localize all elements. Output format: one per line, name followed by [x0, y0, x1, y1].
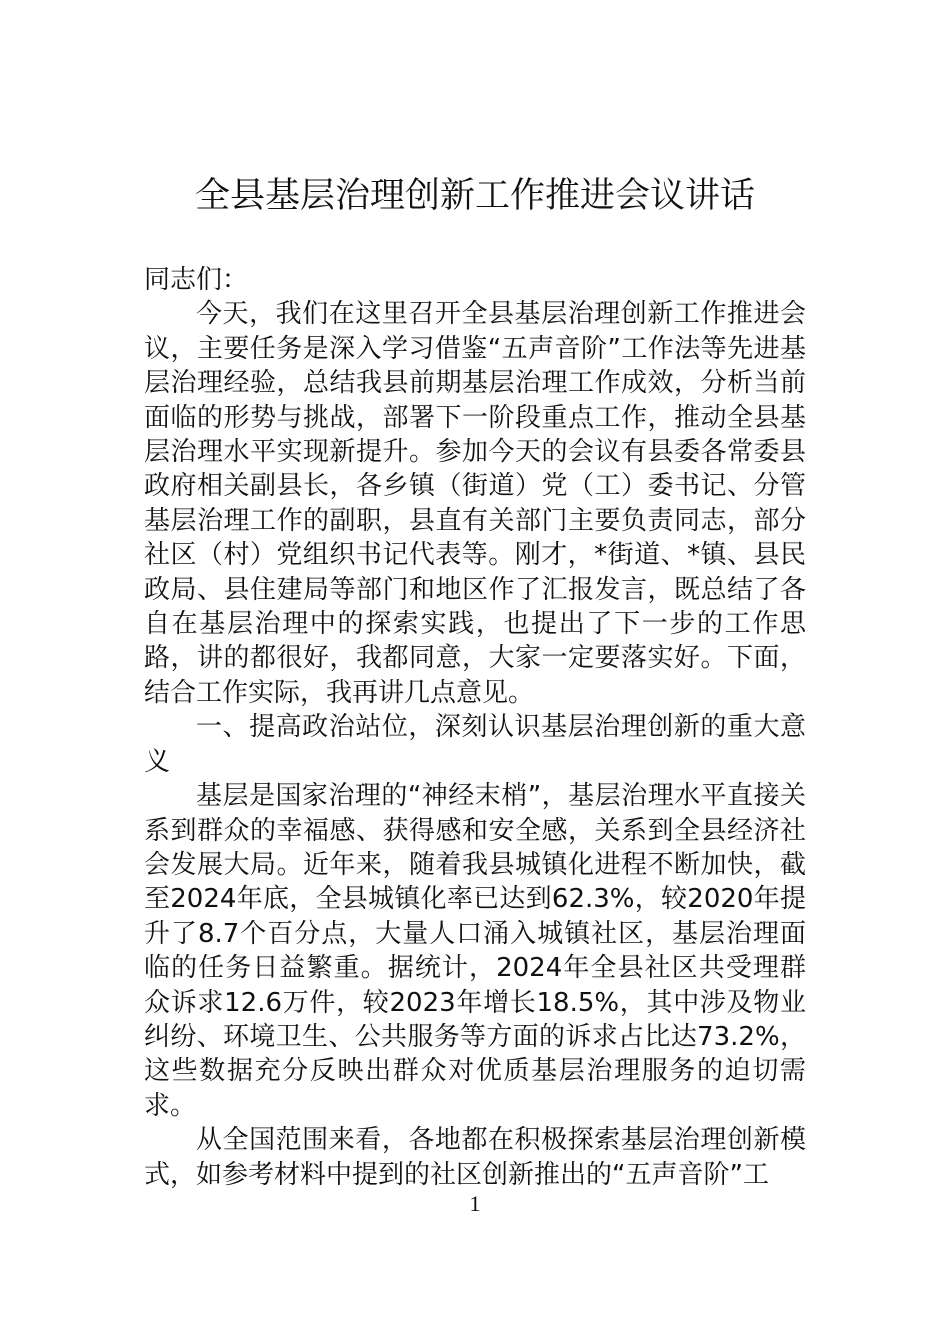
paragraph-national: 从全国范围来看，各地都在积极探索基层治理创新模式，如参考材料中提到的社区创新推出的“五声音阶”工	[144, 1125, 806, 1190]
salutation: 同志们：	[144, 265, 249, 295]
section-heading-1: 一、提高政治站位，深刻认识基层治理创新的重大意义	[144, 712, 806, 777]
document-body	[144, 263, 806, 1192]
paragraph-section-1: 基层是国家治理的“神经末梢”，基层治理水平直接关系到群众的幸福感、获得感和安全感，关系到全县经济社会发展大局。近年来，随着我县城镇化进程不断加快，截至2024年底，全县城镇化率已达到62.3%，较2020年提升了8.7个百分点，大量人口涌入城镇社区，基层治理面临的任务日益繁重。据统计，2024年全县社区共受理群众诉求12.6万件，较2023年增长18.5%，其中涉及物业纠纷、环境卫生、公共服务等方面的诉求占比达73.2%，这些数据充分反映出群众对优质基层治理服务的迫切需求。	[144, 781, 806, 1121]
paragraph-intro: 今天，我们在这里召开全县基层治理创新工作推进会议，主要任务是深入学习借鉴“五声音阶”工作法等先进基层治理经验，总结我县前期基层治理工作成效，分析当前面临的形势与挑战，部署下一阶段重点工作，推动全县基层治理水平实现新提升。参加今天的会议有县委各常委县政府相关副县长，各乡镇（街道）党（工）委书记、分管基层治理工作的副职，县直有关部门主要负责同志，部分社区（村）党组织书记代表等。刚才，*街道、*镇、县民政局、县住建局等部门和地区作了汇报发言，既总结了各自在基层治理中的探索实践，也提出了下一步的工作思路，讲的都很好，我都同意，大家一定要落实好。下面，结合工作实际，我再讲几点意见。	[144, 299, 806, 708]
page-number: 1	[469, 1191, 481, 1216]
document-title: 全县基层治理创新工作推进会议讲话	[194, 176, 755, 216]
